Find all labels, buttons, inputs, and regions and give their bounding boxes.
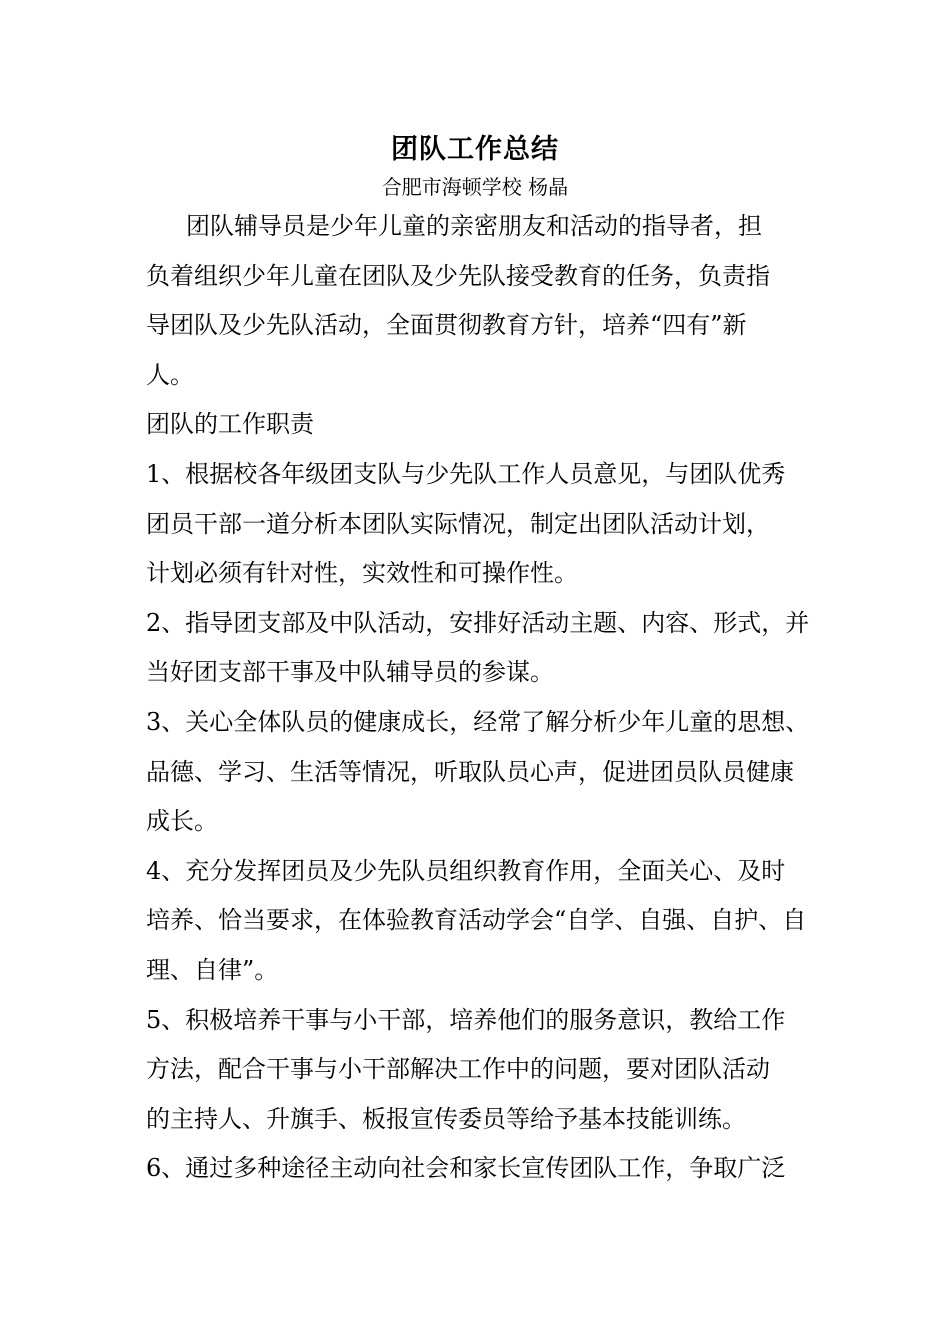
text-line: 团员干部一道分析本团队实际情况，制定出团队活动计划， bbox=[146, 509, 770, 538]
text-line: 培养、恰当要求，在体验教育活动学会“自学、自强、自护、自 bbox=[146, 906, 807, 935]
text-line: 当好团支部干事及中队辅导员的参谋。 bbox=[146, 658, 554, 687]
text-line: 负着组织少年儿童在团队及少先队接受教育的任务，负责指 bbox=[146, 261, 770, 290]
document-title: 团队工作总结 bbox=[391, 134, 559, 165]
text-line: 6、通过多种途径主动向社会和家长宣传团队工作，争取广泛 bbox=[146, 1154, 786, 1183]
text-line: 2、指导团支部及中队活动，安排好活动主题、内容、形式，并 bbox=[146, 608, 810, 637]
text-line: 品德、学习、生活等情况，听取队员心声，促进团员队员健康 bbox=[146, 757, 794, 786]
text-line: 1、根据校各年级团支队与少先队工作人员意见，与团队优秀 bbox=[146, 459, 786, 488]
text-line: 计划必须有针对性，实效性和可操作性。 bbox=[146, 559, 578, 588]
text-line: 4、充分发挥团员及少先队员组织教育作用，全面关心、及时 bbox=[146, 856, 786, 885]
text-line: 导团队及少先队活动，全面贯彻教育方针，培养“四有”新 bbox=[146, 311, 747, 340]
text-line: 方法，配合干事与小干部解决工作中的问题，要对团队活动 bbox=[146, 1055, 770, 1084]
text-line: 团队辅导员是少年儿童的亲密朋友和活动的指导者，担 bbox=[186, 212, 762, 240]
section-heading: 团队的工作职责 bbox=[146, 410, 314, 439]
text-line: 3、关心全体队员的健康成长，经常了解分析少年儿童的思想、 bbox=[146, 707, 810, 736]
text-line: 5、积极培养干事与小干部，培养他们的服务意识，教给工作 bbox=[146, 1005, 786, 1034]
text-line: 人。 bbox=[146, 360, 194, 389]
text-line: 理、自律”。 bbox=[146, 955, 279, 984]
document-body bbox=[146, 202, 846, 1194]
text-line: 成长。 bbox=[146, 807, 218, 836]
author-line: 合肥市海顿学校 杨晶 bbox=[381, 175, 569, 199]
text-line: 的主持人、升旗手、板报宣传委员等给予基本技能训练。 bbox=[146, 1104, 746, 1133]
